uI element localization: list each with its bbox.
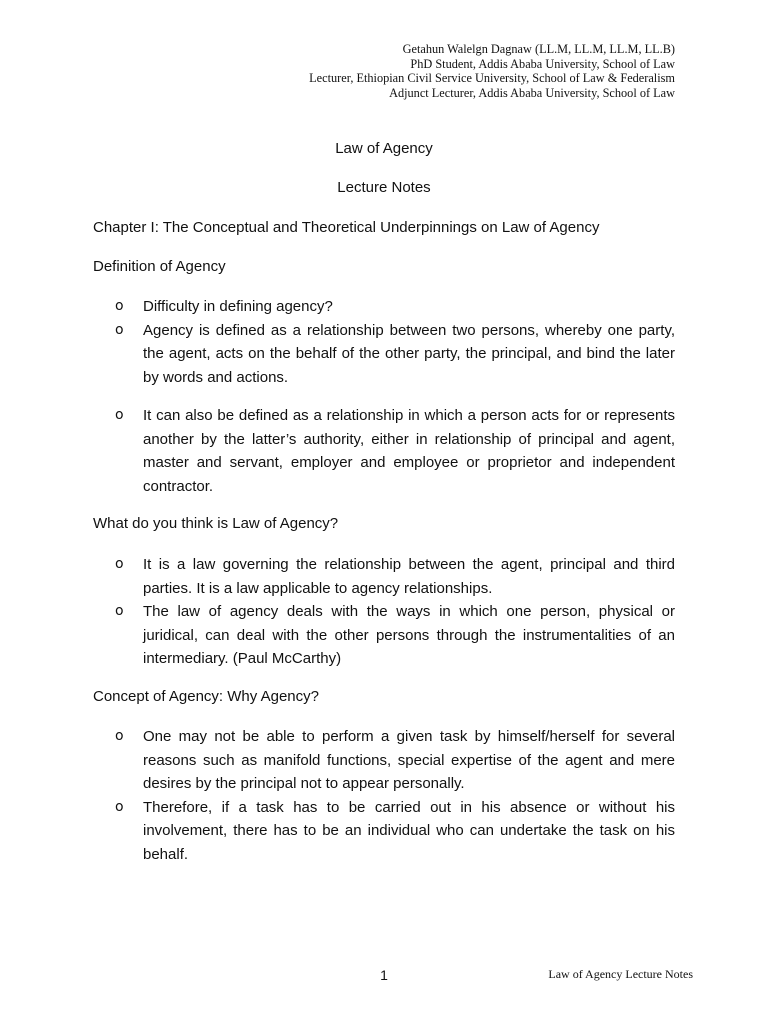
list-item (115, 295, 675, 319)
running-footer-title: Law of Agency Lecture Notes (548, 967, 693, 981)
author-affiliation-lecturer: Lecturer, Ethiopian Civil Service University, School of Law & Federalism (309, 71, 675, 85)
bullet-marker: o (115, 407, 124, 423)
bullet-list-why-agency (115, 725, 675, 866)
list-item (115, 796, 675, 867)
page-number: 1 (380, 967, 388, 983)
bullet-marker: o (115, 321, 124, 338)
list-item (115, 404, 675, 498)
bullet-marker: o (115, 298, 124, 314)
bullet-text: It is a law governing the relationship between the agent, principal and third parties. It is a law applicable to agency relationships. (143, 556, 675, 597)
author-block (309, 42, 675, 100)
bullet-text: It can also be defined as a relationship in which a person acts for or represents another by the latter’s authority, either in relationship of principal and agent, master and servant, employer and employee or proprietor and independent contractor. (143, 407, 675, 495)
bullet-text: Agency is defined as a relationship between two persons, whereby one party, the agent, acts on the behalf of the other party, the principal, and bind the later by words and actions. (143, 321, 675, 386)
author-name: Getahun Walelgn Dagnaw (LL.M, LL.M, LL.M, LL.B) (402, 42, 675, 56)
bullet-marker: o (115, 556, 124, 572)
bullet-list-law-of-agency (115, 553, 675, 671)
bullet-text: One may not be able to perform a given task by himself/herself for several reasons such as manifold functions, special expertise of the agent and mere desires by the principal not to appear personally. (143, 728, 675, 792)
list-item (115, 725, 675, 796)
list-item (115, 319, 675, 390)
bullet-marker: o (115, 603, 124, 619)
bullet-text: The law of agency deals with the ways in which one person, physical or juridical, can deal with the other persons through the instrumentalities of an intermediary. (Paul McCarthy) (143, 603, 675, 667)
bullet-text: Therefore, if a task has to be carried out in his absence or without his involvement, there has to be an individual who can undertake the task on his behalf. (143, 798, 675, 863)
bullet-list-definition (115, 295, 675, 498)
bullet-text: Difficulty in defining agency? (143, 298, 333, 315)
document-subtitle: Lecture Notes (337, 179, 431, 196)
section-heading-definition: Definition of Agency (93, 258, 226, 275)
bullet-marker: o (115, 798, 124, 815)
section-heading-why-agency: Concept of Agency: Why Agency? (93, 688, 319, 705)
document-title: Law of Agency (335, 140, 433, 157)
list-item (115, 553, 675, 600)
author-affiliation-phd: PhD Student, Addis Ababa University, School of Law (410, 56, 675, 71)
chapter-heading: Chapter I: The Conceptual and Theoretical Underpinnings on Law of Agency (93, 219, 600, 236)
author-affiliation-adjunct: Adjunct Lecturer, Addis Ababa University, School of Law (389, 85, 675, 100)
section-heading-law-of-agency: What do you think is Law of Agency? (93, 515, 339, 532)
list-item (115, 600, 675, 671)
bullet-marker: o (115, 728, 124, 744)
